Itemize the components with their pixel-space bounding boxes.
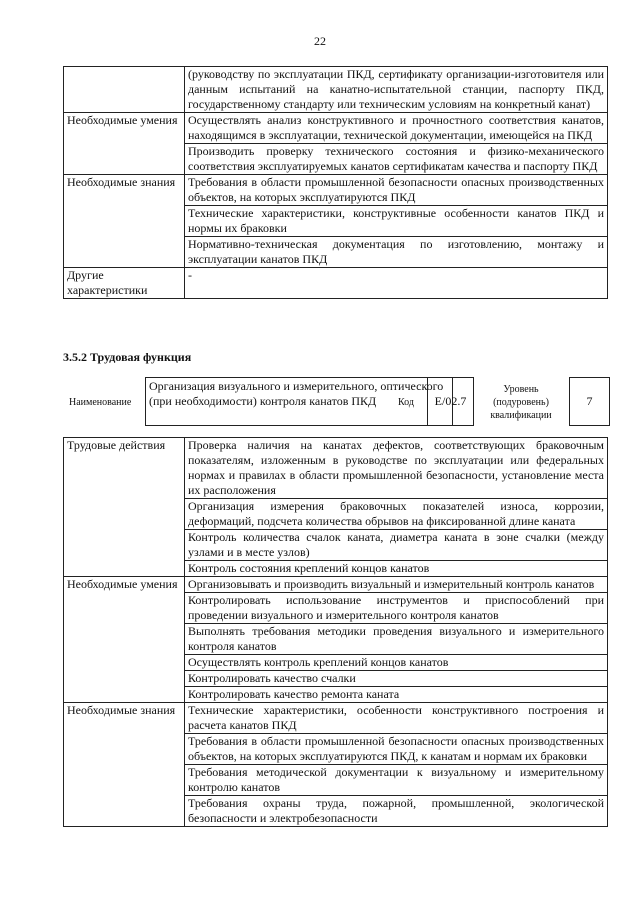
row-label	[64, 67, 185, 113]
table-cell: Требования методической документации к визуальному и измерительному контролю канатов	[185, 765, 608, 796]
table-row	[64, 67, 608, 113]
table-row	[64, 577, 608, 593]
table-row	[64, 175, 608, 206]
table-cell: Организовывать и производить визуальный и измерительный контроль канатов	[185, 577, 608, 593]
name-label: Наименование	[69, 397, 132, 408]
table-cell: Нормативно-техническая документация по изготовлению, монтажу и эксплуатации канатов ПКД	[185, 237, 608, 268]
row-label: Необходимые знания	[64, 175, 185, 268]
table-cell: Осуществлять контроль креплений концов канатов	[185, 655, 608, 671]
table-cell: Контролировать использование инструментов и приспособлений при проведении визуального и измерительного контроля канатов	[185, 593, 608, 624]
section-heading: 3.5.2 Трудовая функция	[63, 350, 192, 364]
function-code: E/02.7	[427, 377, 474, 426]
table-row	[64, 113, 608, 144]
table-cell: Контролировать качество ремонта каната	[185, 687, 608, 703]
row-label: Необходимые умения	[64, 113, 185, 175]
requirements-table	[63, 66, 608, 299]
table-cell: -	[185, 268, 608, 299]
table-cell: Производить проверку технического состояния и физико-механического соответствия эксплуатируемых канатов сертификатам качества и паспорту ПКД	[185, 144, 608, 175]
table-cell: Контроль количества счалок каната, диаметра каната в зоне счалки (между узлами и в месте узлов)	[185, 530, 608, 561]
row-label: Другие характеристики	[64, 268, 185, 299]
table-cell: (руководству по эксплуатации ПКД, сертификату организации-изготовителя или данным испытаний на канатно-испытательной станции, паспорту ПКД, государственному стандарту или техническим условиям на конкретный канат)	[185, 67, 608, 113]
table-row	[64, 268, 608, 299]
table-cell: Проверка наличия на канатах дефектов, соответствующих браковочным показателям, изложенным в руководстве по эксплуатации или федеральных нормах и правилах в области промышленной безопасности, установление места их расположения	[185, 438, 608, 499]
table-row	[64, 703, 608, 734]
table-cell: Технические характеристики, особенности конструктивного построения и расчета канатов ПКД	[185, 703, 608, 734]
page-number: 22	[314, 34, 326, 48]
table-cell: Требования в области промышленной безопасности опасных производственных объектов, на которых эксплуатируются ПКД	[185, 175, 608, 206]
row-label: Трудовые действия	[64, 438, 185, 577]
table-cell: Выполнять требования методики проведения визуального и измерительного контроля канатов	[185, 624, 608, 655]
table-cell: Контроль состояния креплений концов канатов	[185, 561, 608, 577]
function-name: Организация визуального и измерительного, оптического (при необходимости) контроля канатов ПКД	[145, 377, 453, 426]
function-header	[63, 377, 608, 429]
table-cell: Технические характеристики, конструктивные особенности канатов ПКД и нормы их браковки	[185, 206, 608, 237]
row-label: Необходимые умения	[64, 577, 185, 703]
table-row	[64, 438, 608, 499]
table-cell: Требования в области промышленной безопасности опасных производственных объектов, на которых эксплуатируются ПКД, к канатам и нормам их браковки	[185, 734, 608, 765]
table-cell: Требования охраны труда, пожарной, промышленной, экологической безопасности и электробезопасности	[185, 796, 608, 827]
row-label: Необходимые знания	[64, 703, 185, 827]
table-cell: Контролировать качество счалки	[185, 671, 608, 687]
table-cell: Осуществлять анализ конструктивного и прочностного соответствия канатов, находящимся в эксплуатации, технической документации, имеющейся на ПКД	[185, 113, 608, 144]
qualification-level: 7	[569, 377, 610, 426]
level-label: Уровень (подуровень) квалификации	[490, 384, 552, 421]
labor-function-table	[63, 437, 608, 827]
table-cell: Организация измерения браковочных показателей износа, коррозии, деформаций, подсчета количества обрывов на фиксированной длине каната	[185, 499, 608, 530]
code-label: Код	[398, 397, 414, 408]
